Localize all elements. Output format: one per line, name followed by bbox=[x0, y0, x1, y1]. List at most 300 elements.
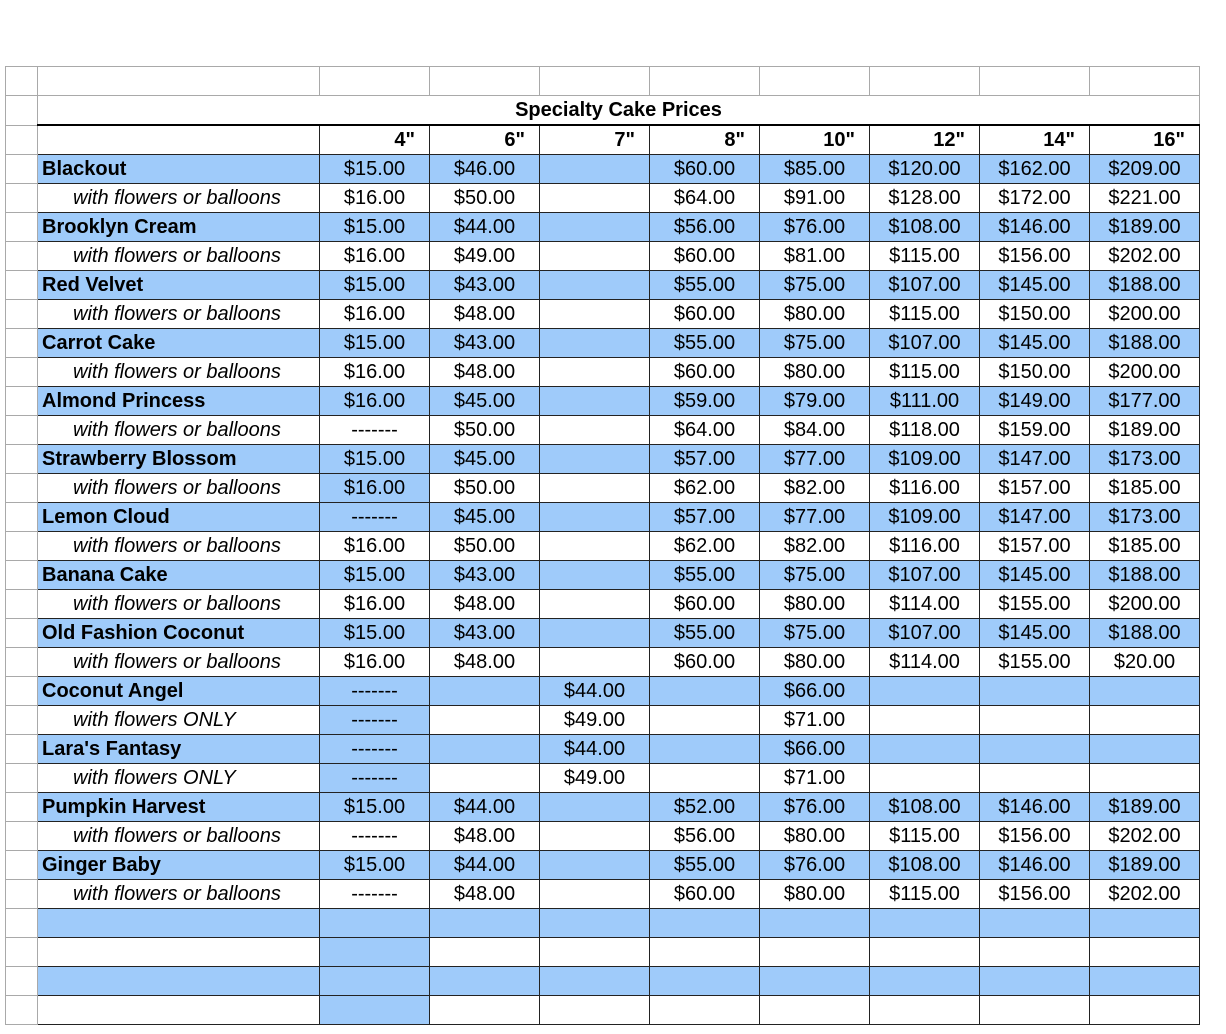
price-cell[interactable] bbox=[540, 619, 650, 648]
price-cell[interactable] bbox=[540, 561, 650, 590]
row-header[interactable] bbox=[6, 300, 38, 329]
cake-name[interactable] bbox=[38, 909, 320, 938]
cake-name[interactable]: Lemon Cloud bbox=[38, 503, 320, 532]
price-cell[interactable]: $209.00 bbox=[1090, 155, 1200, 184]
price-cell[interactable]: $57.00 bbox=[650, 503, 760, 532]
price-cell[interactable]: $79.00 bbox=[760, 387, 870, 416]
price-cell[interactable]: $114.00 bbox=[870, 590, 980, 619]
price-cell[interactable]: $128.00 bbox=[870, 184, 980, 213]
cake-name[interactable]: Pumpkin Harvest bbox=[38, 793, 320, 822]
price-cell[interactable] bbox=[1090, 967, 1200, 996]
price-cell[interactable] bbox=[870, 764, 980, 793]
price-cell[interactable]: $116.00 bbox=[870, 474, 980, 503]
price-cell[interactable]: $43.00 bbox=[430, 329, 540, 358]
price-cell[interactable]: $185.00 bbox=[1090, 532, 1200, 561]
price-cell[interactable]: $64.00 bbox=[650, 416, 760, 445]
price-cell[interactable] bbox=[760, 909, 870, 938]
price-cell[interactable]: $114.00 bbox=[870, 648, 980, 677]
price-cell[interactable] bbox=[980, 735, 1090, 764]
price-cell[interactable]: $15.00 bbox=[320, 329, 430, 358]
size-header[interactable]: 10" bbox=[760, 125, 870, 155]
price-cell[interactable]: $77.00 bbox=[760, 445, 870, 474]
price-cell[interactable] bbox=[870, 938, 980, 967]
option-label[interactable]: with flowers or balloons bbox=[38, 880, 320, 909]
price-cell[interactable]: $44.00 bbox=[540, 735, 650, 764]
price-cell[interactable]: $145.00 bbox=[980, 329, 1090, 358]
option-label[interactable]: with flowers or balloons bbox=[38, 648, 320, 677]
price-cell[interactable] bbox=[870, 909, 980, 938]
option-label[interactable] bbox=[38, 938, 320, 967]
price-cell[interactable] bbox=[540, 358, 650, 387]
price-cell[interactable]: $60.00 bbox=[650, 880, 760, 909]
price-cell[interactable]: $173.00 bbox=[1090, 503, 1200, 532]
row-header[interactable] bbox=[6, 242, 38, 271]
price-cell[interactable]: $156.00 bbox=[980, 242, 1090, 271]
price-cell[interactable] bbox=[870, 735, 980, 764]
price-cell[interactable]: $107.00 bbox=[870, 329, 980, 358]
price-cell[interactable]: $60.00 bbox=[650, 358, 760, 387]
row-header[interactable] bbox=[6, 851, 38, 880]
price-cell[interactable] bbox=[540, 445, 650, 474]
cake-name[interactable]: Carrot Cake bbox=[38, 329, 320, 358]
price-cell[interactable]: $147.00 bbox=[980, 503, 1090, 532]
option-label[interactable]: with flowers or balloons bbox=[38, 358, 320, 387]
price-cell[interactable]: $109.00 bbox=[870, 503, 980, 532]
cake-name[interactable]: Almond Princess bbox=[38, 387, 320, 416]
price-cell[interactable]: $15.00 bbox=[320, 445, 430, 474]
price-cell[interactable]: $145.00 bbox=[980, 561, 1090, 590]
row-header[interactable] bbox=[6, 125, 38, 155]
cell[interactable] bbox=[38, 67, 320, 96]
price-cell[interactable] bbox=[540, 213, 650, 242]
price-cell[interactable]: $108.00 bbox=[870, 793, 980, 822]
price-cell[interactable]: $76.00 bbox=[760, 793, 870, 822]
cell[interactable] bbox=[870, 67, 980, 96]
row-header[interactable] bbox=[6, 184, 38, 213]
price-cell[interactable]: $118.00 bbox=[870, 416, 980, 445]
price-cell[interactable] bbox=[430, 938, 540, 967]
price-cell[interactable]: $177.00 bbox=[1090, 387, 1200, 416]
price-cell[interactable]: $56.00 bbox=[650, 822, 760, 851]
price-cell[interactable]: $188.00 bbox=[1090, 271, 1200, 300]
price-cell[interactable]: $146.00 bbox=[980, 213, 1090, 242]
price-cell[interactable] bbox=[760, 967, 870, 996]
price-cell[interactable]: $16.00 bbox=[320, 387, 430, 416]
price-cell[interactable]: $108.00 bbox=[870, 213, 980, 242]
price-cell[interactable]: $80.00 bbox=[760, 358, 870, 387]
price-cell[interactable]: $91.00 bbox=[760, 184, 870, 213]
price-cell[interactable]: $50.00 bbox=[430, 416, 540, 445]
price-cell[interactable]: $52.00 bbox=[650, 793, 760, 822]
price-cell[interactable] bbox=[540, 329, 650, 358]
price-cell[interactable]: $16.00 bbox=[320, 358, 430, 387]
price-cell[interactable] bbox=[1090, 677, 1200, 706]
price-cell[interactable] bbox=[980, 909, 1090, 938]
price-cell[interactable] bbox=[980, 996, 1090, 1025]
price-cell[interactable]: $115.00 bbox=[870, 358, 980, 387]
cake-name[interactable]: Lara's Fantasy bbox=[38, 735, 320, 764]
cell[interactable] bbox=[320, 67, 430, 96]
cell[interactable] bbox=[430, 67, 540, 96]
price-cell[interactable]: ------- bbox=[320, 416, 430, 445]
row-header[interactable] bbox=[6, 445, 38, 474]
price-cell[interactable] bbox=[540, 155, 650, 184]
price-cell[interactable]: $157.00 bbox=[980, 532, 1090, 561]
cell[interactable] bbox=[980, 67, 1090, 96]
price-cell[interactable]: $16.00 bbox=[320, 184, 430, 213]
price-cell[interactable] bbox=[540, 387, 650, 416]
price-cell[interactable]: $62.00 bbox=[650, 532, 760, 561]
price-cell[interactable] bbox=[540, 242, 650, 271]
price-cell[interactable]: $50.00 bbox=[430, 532, 540, 561]
price-cell[interactable] bbox=[650, 706, 760, 735]
price-cell[interactable] bbox=[540, 822, 650, 851]
price-cell[interactable]: $44.00 bbox=[540, 677, 650, 706]
size-header[interactable]: 12" bbox=[870, 125, 980, 155]
price-cell[interactable]: $147.00 bbox=[980, 445, 1090, 474]
price-cell[interactable]: $82.00 bbox=[760, 532, 870, 561]
price-cell[interactable]: $189.00 bbox=[1090, 416, 1200, 445]
price-cell[interactable]: $16.00 bbox=[320, 590, 430, 619]
price-cell[interactable]: $120.00 bbox=[870, 155, 980, 184]
price-cell[interactable] bbox=[320, 967, 430, 996]
price-cell[interactable]: $55.00 bbox=[650, 329, 760, 358]
option-label[interactable]: with flowers or balloons bbox=[38, 822, 320, 851]
price-cell[interactable] bbox=[760, 938, 870, 967]
price-cell[interactable]: $16.00 bbox=[320, 242, 430, 271]
price-cell[interactable] bbox=[650, 938, 760, 967]
price-cell[interactable]: ------- bbox=[320, 764, 430, 793]
option-label[interactable]: with flowers or balloons bbox=[38, 532, 320, 561]
option-label[interactable]: with flowers or balloons bbox=[38, 590, 320, 619]
price-cell[interactable]: $44.00 bbox=[430, 851, 540, 880]
price-cell[interactable]: $107.00 bbox=[870, 561, 980, 590]
price-cell[interactable]: ------- bbox=[320, 706, 430, 735]
price-cell[interactable]: $80.00 bbox=[760, 590, 870, 619]
corner-cell[interactable] bbox=[38, 125, 320, 155]
cake-name[interactable]: Brooklyn Cream bbox=[38, 213, 320, 242]
cake-name[interactable]: Coconut Angel bbox=[38, 677, 320, 706]
price-cell[interactable]: $16.00 bbox=[320, 474, 430, 503]
price-cell[interactable] bbox=[870, 706, 980, 735]
price-cell[interactable]: $80.00 bbox=[760, 648, 870, 677]
price-cell[interactable]: $45.00 bbox=[430, 387, 540, 416]
price-cell[interactable]: $15.00 bbox=[320, 561, 430, 590]
price-cell[interactable] bbox=[980, 938, 1090, 967]
price-cell[interactable]: $189.00 bbox=[1090, 851, 1200, 880]
row-header[interactable] bbox=[6, 735, 38, 764]
price-cell[interactable] bbox=[430, 909, 540, 938]
price-cell[interactable]: $75.00 bbox=[760, 561, 870, 590]
price-cell[interactable]: $71.00 bbox=[760, 706, 870, 735]
price-cell[interactable] bbox=[980, 764, 1090, 793]
price-cell[interactable]: $82.00 bbox=[760, 474, 870, 503]
price-cell[interactable] bbox=[430, 967, 540, 996]
price-cell[interactable]: $49.00 bbox=[430, 242, 540, 271]
price-cell[interactable]: $188.00 bbox=[1090, 619, 1200, 648]
cake-name[interactable]: Old Fashion Coconut bbox=[38, 619, 320, 648]
price-cell[interactable] bbox=[540, 474, 650, 503]
price-cell[interactable] bbox=[540, 967, 650, 996]
price-cell[interactable] bbox=[650, 764, 760, 793]
row-header[interactable] bbox=[6, 416, 38, 445]
price-cell[interactable]: $202.00 bbox=[1090, 822, 1200, 851]
price-cell[interactable]: $43.00 bbox=[430, 271, 540, 300]
price-cell[interactable]: ------- bbox=[320, 677, 430, 706]
price-cell[interactable] bbox=[650, 735, 760, 764]
price-cell[interactable]: $111.00 bbox=[870, 387, 980, 416]
price-cell[interactable]: $49.00 bbox=[540, 706, 650, 735]
price-cell[interactable]: $200.00 bbox=[1090, 590, 1200, 619]
price-cell[interactable]: $162.00 bbox=[980, 155, 1090, 184]
price-cell[interactable]: $109.00 bbox=[870, 445, 980, 474]
price-cell[interactable]: $56.00 bbox=[650, 213, 760, 242]
price-cell[interactable]: $48.00 bbox=[430, 590, 540, 619]
row-header[interactable] bbox=[6, 677, 38, 706]
price-cell[interactable] bbox=[540, 590, 650, 619]
price-cell[interactable]: $48.00 bbox=[430, 648, 540, 677]
price-cell[interactable]: $85.00 bbox=[760, 155, 870, 184]
price-cell[interactable]: $75.00 bbox=[760, 271, 870, 300]
price-cell[interactable] bbox=[540, 648, 650, 677]
price-cell[interactable]: $145.00 bbox=[980, 271, 1090, 300]
row-header[interactable] bbox=[6, 561, 38, 590]
price-cell[interactable] bbox=[1090, 706, 1200, 735]
price-cell[interactable] bbox=[760, 996, 870, 1025]
price-cell[interactable]: $202.00 bbox=[1090, 242, 1200, 271]
price-cell[interactable] bbox=[540, 271, 650, 300]
price-cell[interactable]: $15.00 bbox=[320, 851, 430, 880]
price-cell[interactable]: $76.00 bbox=[760, 213, 870, 242]
price-cell[interactable]: $115.00 bbox=[870, 880, 980, 909]
option-label[interactable]: with flowers or balloons bbox=[38, 416, 320, 445]
price-cell[interactable]: $16.00 bbox=[320, 300, 430, 329]
row-header[interactable] bbox=[6, 793, 38, 822]
row-header[interactable] bbox=[6, 938, 38, 967]
cake-name[interactable]: Blackout bbox=[38, 155, 320, 184]
price-cell[interactable]: $15.00 bbox=[320, 213, 430, 242]
size-header[interactable]: 7" bbox=[540, 125, 650, 155]
price-cell[interactable]: $60.00 bbox=[650, 242, 760, 271]
price-cell[interactable] bbox=[430, 706, 540, 735]
price-cell[interactable]: $46.00 bbox=[430, 155, 540, 184]
price-cell[interactable]: $71.00 bbox=[760, 764, 870, 793]
price-cell[interactable]: $159.00 bbox=[980, 416, 1090, 445]
price-cell[interactable] bbox=[540, 793, 650, 822]
price-cell[interactable] bbox=[540, 503, 650, 532]
price-cell[interactable]: $172.00 bbox=[980, 184, 1090, 213]
price-cell[interactable] bbox=[650, 967, 760, 996]
price-cell[interactable]: $81.00 bbox=[760, 242, 870, 271]
option-label[interactable] bbox=[38, 996, 320, 1025]
row-header[interactable] bbox=[6, 474, 38, 503]
price-cell[interactable]: $44.00 bbox=[430, 793, 540, 822]
price-cell[interactable] bbox=[1090, 909, 1200, 938]
price-cell[interactable]: $15.00 bbox=[320, 155, 430, 184]
price-cell[interactable]: $149.00 bbox=[980, 387, 1090, 416]
price-cell[interactable]: $145.00 bbox=[980, 619, 1090, 648]
price-cell[interactable]: $43.00 bbox=[430, 561, 540, 590]
price-cell[interactable]: $55.00 bbox=[650, 619, 760, 648]
price-cell[interactable]: $84.00 bbox=[760, 416, 870, 445]
option-label[interactable]: with flowers or balloons bbox=[38, 184, 320, 213]
price-cell[interactable]: $202.00 bbox=[1090, 880, 1200, 909]
cake-name[interactable]: Ginger Baby bbox=[38, 851, 320, 880]
price-cell[interactable]: $155.00 bbox=[980, 590, 1090, 619]
price-cell[interactable] bbox=[540, 938, 650, 967]
price-cell[interactable]: $75.00 bbox=[760, 329, 870, 358]
price-cell[interactable] bbox=[650, 996, 760, 1025]
price-cell[interactable]: $157.00 bbox=[980, 474, 1090, 503]
size-header[interactable]: 14" bbox=[980, 125, 1090, 155]
price-cell[interactable] bbox=[430, 677, 540, 706]
option-label[interactable]: with flowers ONLY bbox=[38, 706, 320, 735]
row-header[interactable] bbox=[6, 590, 38, 619]
row-header[interactable] bbox=[6, 909, 38, 938]
price-cell[interactable] bbox=[1090, 735, 1200, 764]
price-cell[interactable] bbox=[870, 967, 980, 996]
price-cell[interactable] bbox=[870, 677, 980, 706]
price-cell[interactable]: $55.00 bbox=[650, 561, 760, 590]
price-cell[interactable]: $60.00 bbox=[650, 300, 760, 329]
price-cell[interactable] bbox=[650, 677, 760, 706]
price-cell[interactable]: $80.00 bbox=[760, 880, 870, 909]
price-cell[interactable]: $115.00 bbox=[870, 242, 980, 271]
price-cell[interactable]: $60.00 bbox=[650, 155, 760, 184]
price-cell[interactable]: $62.00 bbox=[650, 474, 760, 503]
price-cell[interactable]: $16.00 bbox=[320, 532, 430, 561]
cake-name[interactable]: Strawberry Blossom bbox=[38, 445, 320, 474]
price-cell[interactable] bbox=[1090, 938, 1200, 967]
price-cell[interactable]: $66.00 bbox=[760, 677, 870, 706]
price-cell[interactable] bbox=[540, 300, 650, 329]
price-cell[interactable]: $49.00 bbox=[540, 764, 650, 793]
price-cell[interactable] bbox=[320, 938, 430, 967]
price-cell[interactable] bbox=[980, 967, 1090, 996]
price-cell[interactable]: $45.00 bbox=[430, 445, 540, 474]
price-cell[interactable]: $76.00 bbox=[760, 851, 870, 880]
row-header[interactable] bbox=[6, 967, 38, 996]
price-cell[interactable]: $189.00 bbox=[1090, 213, 1200, 242]
price-cell[interactable]: $200.00 bbox=[1090, 300, 1200, 329]
price-cell[interactable] bbox=[540, 532, 650, 561]
price-cell[interactable]: $156.00 bbox=[980, 880, 1090, 909]
price-cell[interactable]: $48.00 bbox=[430, 880, 540, 909]
price-cell[interactable]: $156.00 bbox=[980, 822, 1090, 851]
price-cell[interactable]: $66.00 bbox=[760, 735, 870, 764]
price-cell[interactable] bbox=[980, 706, 1090, 735]
price-cell[interactable]: $115.00 bbox=[870, 300, 980, 329]
price-cell[interactable] bbox=[540, 909, 650, 938]
price-cell[interactable] bbox=[320, 996, 430, 1025]
row-header[interactable] bbox=[6, 329, 38, 358]
row-header[interactable] bbox=[6, 67, 38, 96]
price-cell[interactable] bbox=[540, 996, 650, 1025]
price-cell[interactable]: $75.00 bbox=[760, 619, 870, 648]
row-header[interactable] bbox=[6, 155, 38, 184]
price-cell[interactable]: $60.00 bbox=[650, 648, 760, 677]
price-cell[interactable]: $55.00 bbox=[650, 851, 760, 880]
cell[interactable] bbox=[1090, 67, 1200, 96]
option-label[interactable]: with flowers or balloons bbox=[38, 300, 320, 329]
price-cell[interactable]: $64.00 bbox=[650, 184, 760, 213]
price-cell[interactable]: $15.00 bbox=[320, 271, 430, 300]
price-cell[interactable]: $55.00 bbox=[650, 271, 760, 300]
cell[interactable] bbox=[540, 67, 650, 96]
price-cell[interactable] bbox=[980, 677, 1090, 706]
row-header[interactable] bbox=[6, 387, 38, 416]
row-header[interactable] bbox=[6, 619, 38, 648]
price-cell[interactable]: $107.00 bbox=[870, 271, 980, 300]
price-cell[interactable]: $150.00 bbox=[980, 300, 1090, 329]
price-cell[interactable]: $50.00 bbox=[430, 474, 540, 503]
price-cell[interactable]: $57.00 bbox=[650, 445, 760, 474]
price-cell[interactable]: $221.00 bbox=[1090, 184, 1200, 213]
price-cell[interactable]: $48.00 bbox=[430, 358, 540, 387]
price-cell[interactable] bbox=[320, 909, 430, 938]
price-cell[interactable]: $150.00 bbox=[980, 358, 1090, 387]
price-cell[interactable]: $188.00 bbox=[1090, 329, 1200, 358]
price-cell[interactable]: $189.00 bbox=[1090, 793, 1200, 822]
size-header[interactable]: 16" bbox=[1090, 125, 1200, 155]
cake-name[interactable]: Red Velvet bbox=[38, 271, 320, 300]
price-cell[interactable]: $20.00 bbox=[1090, 648, 1200, 677]
price-cell[interactable] bbox=[540, 851, 650, 880]
row-header[interactable] bbox=[6, 503, 38, 532]
size-header[interactable]: 4" bbox=[320, 125, 430, 155]
price-cell[interactable]: $15.00 bbox=[320, 793, 430, 822]
price-cell[interactable]: ------- bbox=[320, 880, 430, 909]
price-cell[interactable] bbox=[650, 909, 760, 938]
price-cell[interactable]: $115.00 bbox=[870, 822, 980, 851]
price-cell[interactable]: ------- bbox=[320, 503, 430, 532]
price-cell[interactable]: $16.00 bbox=[320, 648, 430, 677]
cell[interactable] bbox=[650, 67, 760, 96]
row-header[interactable] bbox=[6, 532, 38, 561]
row-header[interactable] bbox=[6, 213, 38, 242]
price-cell[interactable]: $77.00 bbox=[760, 503, 870, 532]
price-cell[interactable]: $44.00 bbox=[430, 213, 540, 242]
price-cell[interactable]: $15.00 bbox=[320, 619, 430, 648]
price-cell[interactable] bbox=[430, 735, 540, 764]
option-label[interactable]: with flowers or balloons bbox=[38, 474, 320, 503]
price-cell[interactable]: $116.00 bbox=[870, 532, 980, 561]
row-header[interactable] bbox=[6, 706, 38, 735]
cake-name[interactable]: Banana Cake bbox=[38, 561, 320, 590]
price-cell[interactable]: $80.00 bbox=[760, 822, 870, 851]
price-cell[interactable]: $48.00 bbox=[430, 822, 540, 851]
price-cell[interactable]: $45.00 bbox=[430, 503, 540, 532]
price-cell[interactable] bbox=[540, 880, 650, 909]
price-cell[interactable]: $185.00 bbox=[1090, 474, 1200, 503]
row-header[interactable] bbox=[6, 648, 38, 677]
size-header[interactable]: 6" bbox=[430, 125, 540, 155]
cell[interactable] bbox=[760, 67, 870, 96]
price-cell[interactable]: $155.00 bbox=[980, 648, 1090, 677]
row-header[interactable] bbox=[6, 358, 38, 387]
price-cell[interactable] bbox=[540, 184, 650, 213]
price-cell[interactable]: $107.00 bbox=[870, 619, 980, 648]
price-cell[interactable] bbox=[870, 996, 980, 1025]
price-cell[interactable] bbox=[540, 416, 650, 445]
price-cell[interactable]: $146.00 bbox=[980, 851, 1090, 880]
row-header[interactable] bbox=[6, 96, 38, 126]
option-label[interactable]: with flowers or balloons bbox=[38, 242, 320, 271]
price-cell[interactable] bbox=[430, 764, 540, 793]
price-cell[interactable] bbox=[430, 996, 540, 1025]
size-header[interactable]: 8" bbox=[650, 125, 760, 155]
row-header[interactable] bbox=[6, 822, 38, 851]
